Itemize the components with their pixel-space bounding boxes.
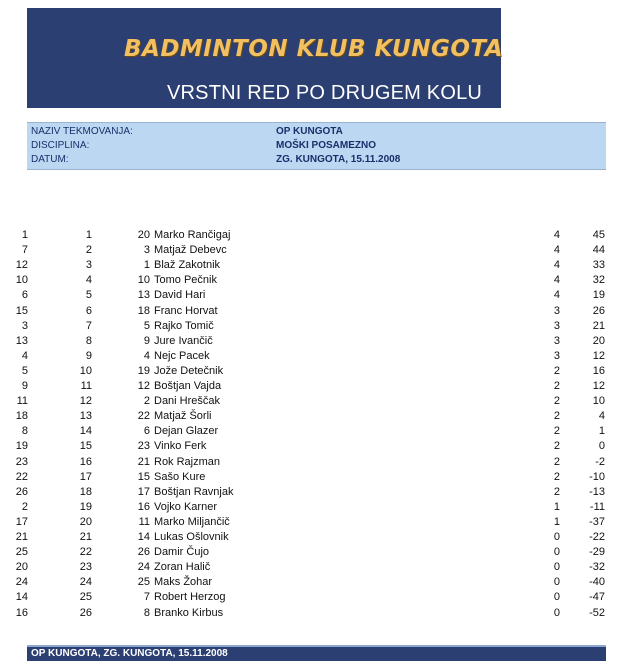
point-difference: -22 — [589, 531, 605, 543]
player-number: 14 — [137, 531, 150, 543]
score-value: 1 — [553, 515, 560, 528]
seed-number: 9 — [21, 380, 28, 392]
info-label: NAZIV TEKMOVANJA: — [31, 126, 133, 137]
player-name: Jože Detečnik — [154, 364, 224, 377]
info-value: ZG. KUNGOTA, 15.11.2008 — [276, 154, 401, 165]
player-name: Nejc Pacek — [154, 349, 210, 362]
point-difference: -11 — [589, 500, 605, 513]
place-number: 6 — [85, 304, 92, 317]
seed-number: 1 — [21, 229, 28, 241]
seed-number: 17 — [15, 515, 28, 528]
player-number: 22 — [137, 410, 150, 423]
player-number: 5 — [143, 319, 150, 332]
seed-number: 19 — [15, 440, 28, 453]
score-value: 0 — [553, 576, 560, 589]
table-row — [0, 485, 618, 500]
player-number: 18 — [137, 304, 150, 317]
player-name: David Hari — [154, 289, 206, 302]
score-value: 2 — [553, 410, 560, 423]
table-row — [0, 319, 618, 334]
player-name: Maks Žohar — [154, 576, 213, 589]
player-number: 17 — [137, 485, 150, 498]
seed-number: 25 — [15, 546, 28, 559]
player-number: 4 — [143, 349, 150, 362]
point-difference: 26 — [592, 304, 605, 317]
place-number: 25 — [79, 591, 92, 604]
player-number: 16 — [137, 500, 150, 513]
point-difference: 0 — [598, 440, 605, 453]
score-value: 2 — [553, 364, 560, 377]
player-number: 20 — [137, 229, 150, 241]
table-row — [0, 424, 618, 439]
place-number: 1 — [85, 229, 92, 241]
table-row — [0, 455, 618, 470]
player-number: 8 — [143, 606, 150, 619]
player-name: Branko Kirbus — [154, 606, 224, 619]
player-number: 19 — [137, 364, 150, 377]
place-number: 2 — [85, 244, 92, 257]
player-number: 1 — [143, 259, 150, 272]
point-difference: 12 — [592, 380, 605, 392]
table-row — [0, 606, 618, 621]
player-name: Boštjan Vajda — [154, 380, 222, 392]
table-row — [0, 394, 618, 409]
point-difference: -37 — [589, 515, 605, 528]
seed-number: 4 — [21, 349, 28, 362]
seed-number: 8 — [21, 425, 28, 438]
player-number: 24 — [137, 561, 150, 574]
place-number: 5 — [85, 289, 92, 302]
player-name: Vinko Ferk — [154, 440, 207, 453]
place-number: 10 — [79, 364, 92, 377]
player-name: Matjaž Šorli — [154, 410, 212, 423]
score-value: 0 — [553, 546, 560, 559]
player-number: 10 — [137, 274, 150, 287]
player-name: Jure Ivančič — [154, 334, 213, 347]
table-row — [0, 409, 618, 424]
score-value: 0 — [553, 531, 560, 543]
table-row — [0, 575, 618, 590]
table-row — [0, 228, 618, 243]
player-name: Dejan Glazer — [154, 425, 219, 438]
table-row — [0, 364, 618, 379]
table-row — [0, 530, 618, 545]
seed-number: 13 — [15, 334, 28, 347]
player-name: Zoran Halič — [154, 561, 211, 574]
player-number: 2 — [143, 395, 150, 408]
seed-number: 23 — [15, 455, 28, 468]
score-value: 2 — [553, 440, 560, 453]
player-number: 3 — [143, 244, 150, 257]
player-name: Vojko Karner — [154, 500, 217, 513]
seed-number: 16 — [15, 606, 28, 619]
point-difference: -10 — [589, 470, 605, 483]
table-row — [0, 439, 618, 454]
player-name: Dani Hreščak — [154, 395, 221, 408]
seed-number: 7 — [21, 244, 28, 257]
seed-number: 22 — [15, 470, 28, 483]
score-value: 4 — [553, 289, 560, 302]
score-value: 4 — [553, 259, 560, 272]
player-name: Sašo Kure — [154, 470, 206, 483]
player-number: 6 — [143, 425, 150, 438]
seed-number: 12 — [15, 259, 28, 272]
place-number: 13 — [79, 410, 92, 423]
point-difference: -29 — [589, 546, 605, 559]
table-row — [0, 273, 618, 288]
point-difference: 45 — [592, 229, 605, 241]
player-name: Robert Herzog — [154, 591, 226, 604]
place-number: 24 — [79, 576, 92, 589]
info-row-name — [27, 125, 606, 138]
page-title: VRSTNI RED PO DRUGEM KOLU — [167, 82, 483, 104]
point-difference: 20 — [592, 334, 605, 347]
table-row — [0, 258, 618, 273]
player-number: 21 — [137, 455, 150, 468]
table-row — [0, 560, 618, 575]
score-value: 2 — [553, 395, 560, 408]
table-row — [0, 243, 618, 258]
player-name: Lukas Ošlovnik — [154, 531, 229, 543]
table-row — [0, 470, 618, 485]
seed-number: 26 — [15, 485, 28, 498]
place-number: 4 — [85, 274, 92, 287]
player-name: Marko Rančigaj — [154, 229, 231, 241]
seed-number: 3 — [21, 319, 28, 332]
place-number: 3 — [85, 259, 92, 272]
place-number: 14 — [79, 425, 92, 438]
player-number: 11 — [138, 515, 150, 528]
player-name: Rok Rajzman — [154, 455, 221, 468]
score-value: 4 — [553, 274, 560, 287]
player-name: Rajko Tomič — [154, 319, 214, 332]
info-row-date — [27, 153, 606, 166]
table-row — [0, 349, 618, 364]
player-number: 12 — [137, 380, 150, 392]
club-name: BADMINTON KLUB KUNGOTA — [124, 36, 504, 62]
place-number: 8 — [85, 334, 92, 347]
point-difference: -2 — [595, 455, 605, 468]
player-name: Damir Čujo — [154, 546, 210, 559]
score-value: 2 — [553, 455, 560, 468]
point-difference: -40 — [589, 576, 605, 589]
place-number: 9 — [85, 349, 92, 362]
seed-number: 20 — [15, 561, 28, 574]
table-row — [0, 334, 618, 349]
score-value: 0 — [553, 606, 560, 619]
place-number: 16 — [79, 455, 92, 468]
place-number: 15 — [79, 440, 92, 453]
seed-number: 24 — [15, 576, 28, 589]
player-number: 13 — [137, 289, 150, 302]
score-value: 1 — [553, 500, 560, 513]
table-row — [0, 590, 618, 605]
player-name: Boštjan Ravnjak — [154, 485, 234, 498]
point-difference: 44 — [592, 244, 605, 257]
score-value: 2 — [553, 485, 560, 498]
player-number: 25 — [137, 576, 150, 589]
seed-number: 15 — [15, 304, 28, 317]
point-difference: 4 — [598, 410, 605, 423]
score-value: 0 — [553, 591, 560, 604]
player-number: 15 — [137, 470, 150, 483]
point-difference: 10 — [592, 395, 605, 408]
point-difference: 1 — [598, 425, 605, 438]
point-difference: 21 — [592, 319, 605, 332]
table-row — [0, 288, 618, 303]
score-value: 3 — [553, 349, 560, 362]
place-number: 21 — [79, 531, 92, 543]
player-name: Blaž Zakotnik — [154, 259, 221, 272]
point-difference: -13 — [589, 485, 605, 498]
seed-number: 10 — [15, 274, 28, 287]
place-number: 26 — [79, 606, 92, 619]
point-difference: 12 — [592, 349, 605, 362]
score-value: 2 — [553, 380, 560, 392]
info-value: MOŠKI POSAMEZNO — [276, 140, 377, 151]
seed-number: 5 — [21, 364, 28, 377]
player-number: 9 — [143, 334, 150, 347]
score-value: 0 — [553, 561, 560, 574]
point-difference: -52 — [589, 606, 605, 619]
place-number: 17 — [79, 470, 92, 483]
info-value: OP KUNGOTA — [276, 126, 343, 137]
info-label: DISCIPLINA: — [31, 140, 90, 151]
table-row — [0, 500, 618, 515]
score-value: 3 — [553, 319, 560, 332]
player-name: Matjaž Debevc — [154, 244, 227, 257]
footer-bar — [27, 645, 606, 661]
score-value: 2 — [553, 425, 560, 438]
player-name: Franc Horvat — [154, 304, 218, 317]
seed-number: 2 — [21, 500, 28, 513]
point-difference: -32 — [589, 561, 605, 574]
seed-number: 21 — [15, 531, 28, 543]
seed-number: 14 — [15, 591, 28, 604]
title-banner — [27, 8, 504, 108]
point-difference: 32 — [592, 274, 605, 287]
player-number: 7 — [143, 591, 150, 604]
place-number: 22 — [79, 546, 92, 559]
score-value: 3 — [553, 304, 560, 317]
footer-text: OP KUNGOTA, ZG. KUNGOTA, 15.11.2008 — [31, 648, 228, 659]
table-row — [0, 379, 618, 394]
point-difference: 16 — [592, 364, 605, 377]
place-number: 11 — [80, 380, 92, 392]
seed-number: 6 — [21, 289, 28, 302]
place-number: 7 — [85, 319, 92, 332]
point-difference: 33 — [592, 259, 605, 272]
score-value: 2 — [553, 470, 560, 483]
table-row — [0, 304, 618, 319]
player-number: 26 — [137, 546, 150, 559]
point-difference: -47 — [589, 591, 605, 604]
player-name: Marko Miljančič — [154, 515, 230, 528]
table-row — [0, 515, 618, 530]
point-difference: 19 — [592, 289, 605, 302]
info-row-discipline — [27, 139, 606, 152]
table-row — [0, 545, 618, 560]
seed-number: 18 — [15, 410, 28, 423]
seed-number: 11 — [16, 395, 28, 408]
place-number: 19 — [79, 500, 92, 513]
tournament-info-box — [27, 122, 606, 170]
score-value: 4 — [553, 244, 560, 257]
place-number: 12 — [79, 395, 92, 408]
place-number: 23 — [79, 561, 92, 574]
place-number: 20 — [79, 515, 92, 528]
player-number: 23 — [137, 440, 150, 453]
place-number: 18 — [79, 485, 92, 498]
score-value: 3 — [553, 334, 560, 347]
score-value: 4 — [553, 229, 560, 241]
player-name: Tomo Pečnik — [154, 274, 217, 287]
info-label: DATUM: — [31, 154, 69, 165]
